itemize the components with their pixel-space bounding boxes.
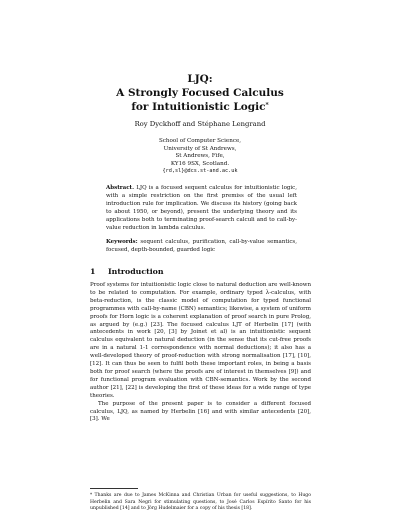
title-line-3-text: for Intuitionistic Logic: [131, 101, 266, 113]
author-email: {rd,sl}@dcs.st-and.ac.uk: [162, 168, 238, 175]
keywords-label: Keywords:: [106, 239, 138, 245]
affiliation-line-3: St Andrews, Fife,: [175, 153, 225, 160]
section-number: 1: [90, 267, 96, 276]
title-line-2: A Strongly Focused Calculus: [116, 87, 284, 99]
abstract-text: LJQ is a focused sequent calculus for intuitionistic logic, with a simple restriction on the first premiss of the usual left introduction rule for implication. We discuss its history (going back to about 1950, or beyond), present the underlying theory and its applications both to terminating proof-search calculi and to call-by-value reduction in lambda calculus.: [106, 185, 298, 231]
footnote-text: Thanks are due to James McKinna and Christian Urban for useful suggestions, to Hugo Herbelin and Sara Negri for stimulating questions, to José Carlos Espírito Santo for his unpublished [14] and to Jörg Hudelmaier for a copy of his thesis [18].: [90, 493, 311, 512]
affiliation-line-2: University of St Andrews,: [163, 145, 237, 152]
affiliation-line-4: KY16 9SX, Scotland.: [170, 160, 230, 167]
keywords: [106, 239, 297, 255]
abstract-label: Abstract.: [106, 185, 135, 191]
keywords-text: sequent calculus, purification, call-by-value semantics, focused, depth-bounded, guarded logic: [106, 239, 298, 253]
title-line-3: [0, 100, 400, 114]
paragraph-2: The purpose of the present paper is to consider a different focused calculus, LJQ, as named by Herbelin [16] and with similar antecedents [20], [3]. We: [90, 400, 311, 423]
abstract: [106, 185, 297, 232]
section-title: Introduction: [108, 267, 164, 276]
paragraph-1: Proof systems for intuitionistic logic close to natural deduction are well-known to be related to computation. For example, ordinary typed λ-calculus, with beta-reduction, is the classic model of computation for typed functional programmes with call-by-name (CBN) semantics; likewise, a system of uniform proofs for Horn logic is a coherent explanation of proof search in pure Prolog, as argued by (e.g.) [23]. The focused calculus LJT of Herbelin [17] (with antecedents in work [20, [3] by Joinet et al) is an intuitionistic sequent calculus equivalent to natural deduction (in the sense that its cut-free proofs are in a natural 1-1 correspondence with normal deductions); it also has a well-developed theory of proof-reduction with strong normalisation [17], [10], [12]. It can thus be seen to fulfil both these important roles, in being a basis both for proof search (where the proofs are of interest in themselves [9]) and for functional program evaluation with CBN-semantics. Work by the second author [21], [22] is developing the first of these ideas for a wide range of type theories.: [90, 282, 311, 399]
title-footnote-mark: *: [265, 102, 269, 109]
footnote-rule: [90, 488, 138, 489]
body-text: [90, 282, 311, 424]
section-heading: [90, 267, 164, 276]
paper-title: [0, 72, 400, 114]
authors: Roy Dyckhoff and Stéphane Lengrand: [134, 120, 266, 128]
affiliation-line-1: School of Computer Science,: [158, 138, 242, 144]
title-line-1: LJQ:: [187, 73, 213, 85]
affiliation: [0, 138, 400, 176]
footnote-mark: *: [90, 492, 93, 497]
footnote: [90, 492, 311, 513]
